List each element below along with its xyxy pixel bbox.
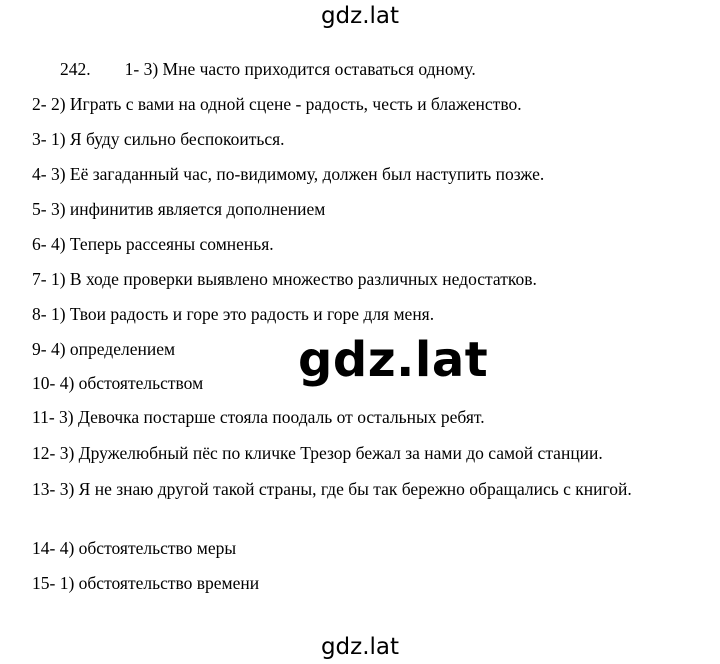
watermark-center: gdz.lat <box>298 332 489 388</box>
answer-item-5: 5- 3) инфинитив является дополнением <box>32 199 326 219</box>
answer-item-10: 10- 4) обстоятельством <box>32 373 204 393</box>
watermark-top: gdz.lat <box>320 3 400 29</box>
answer-item-4: 4- 3) Её загаданный час, по-видимому, должен был наступить позже. <box>32 164 545 184</box>
answer-item-6: 6- 4) Теперь рассеяны сомненья. <box>32 234 274 254</box>
answer-item-13: 13- 3) Я не знаю другой такой страны, где бы так бережно обращались с книгой. <box>32 479 632 499</box>
answer-item-11: 11- 3) Девочка постарше стояла поодаль от остальных ребят. <box>32 407 485 427</box>
exercise-number: 242. <box>60 59 91 79</box>
answer-item-14: 14- 4) обстоятельство меры <box>32 538 237 558</box>
answer-item-8: 8- 1) Твои радость и горе это радость и горе для меня. <box>32 304 435 324</box>
answer-item-15: 15- 1) обстоятельство времени <box>32 573 260 593</box>
exercise-header <box>32 58 666 80</box>
answer-item-2: 2- 2) Играть с вами на одной сцене - радость, честь и блаженство. <box>32 94 522 114</box>
answer-item-7: 7- 1) В ходе проверки выявлено множество различных недостатков. <box>32 269 537 289</box>
answer-item-3: 3- 1) Я буду сильно беспокоиться. <box>32 129 285 149</box>
answer-item-12: 12- 3) Дружелюбный пёс по кличке Трезор бежал за нами до самой станции. <box>32 443 603 463</box>
answer-item-9: 9- 4) определением <box>32 339 176 359</box>
answer-item-1: 1- 3) Мне часто приходится оставаться одному. <box>124 59 476 79</box>
watermark-bottom: gdz.lat <box>320 634 400 660</box>
